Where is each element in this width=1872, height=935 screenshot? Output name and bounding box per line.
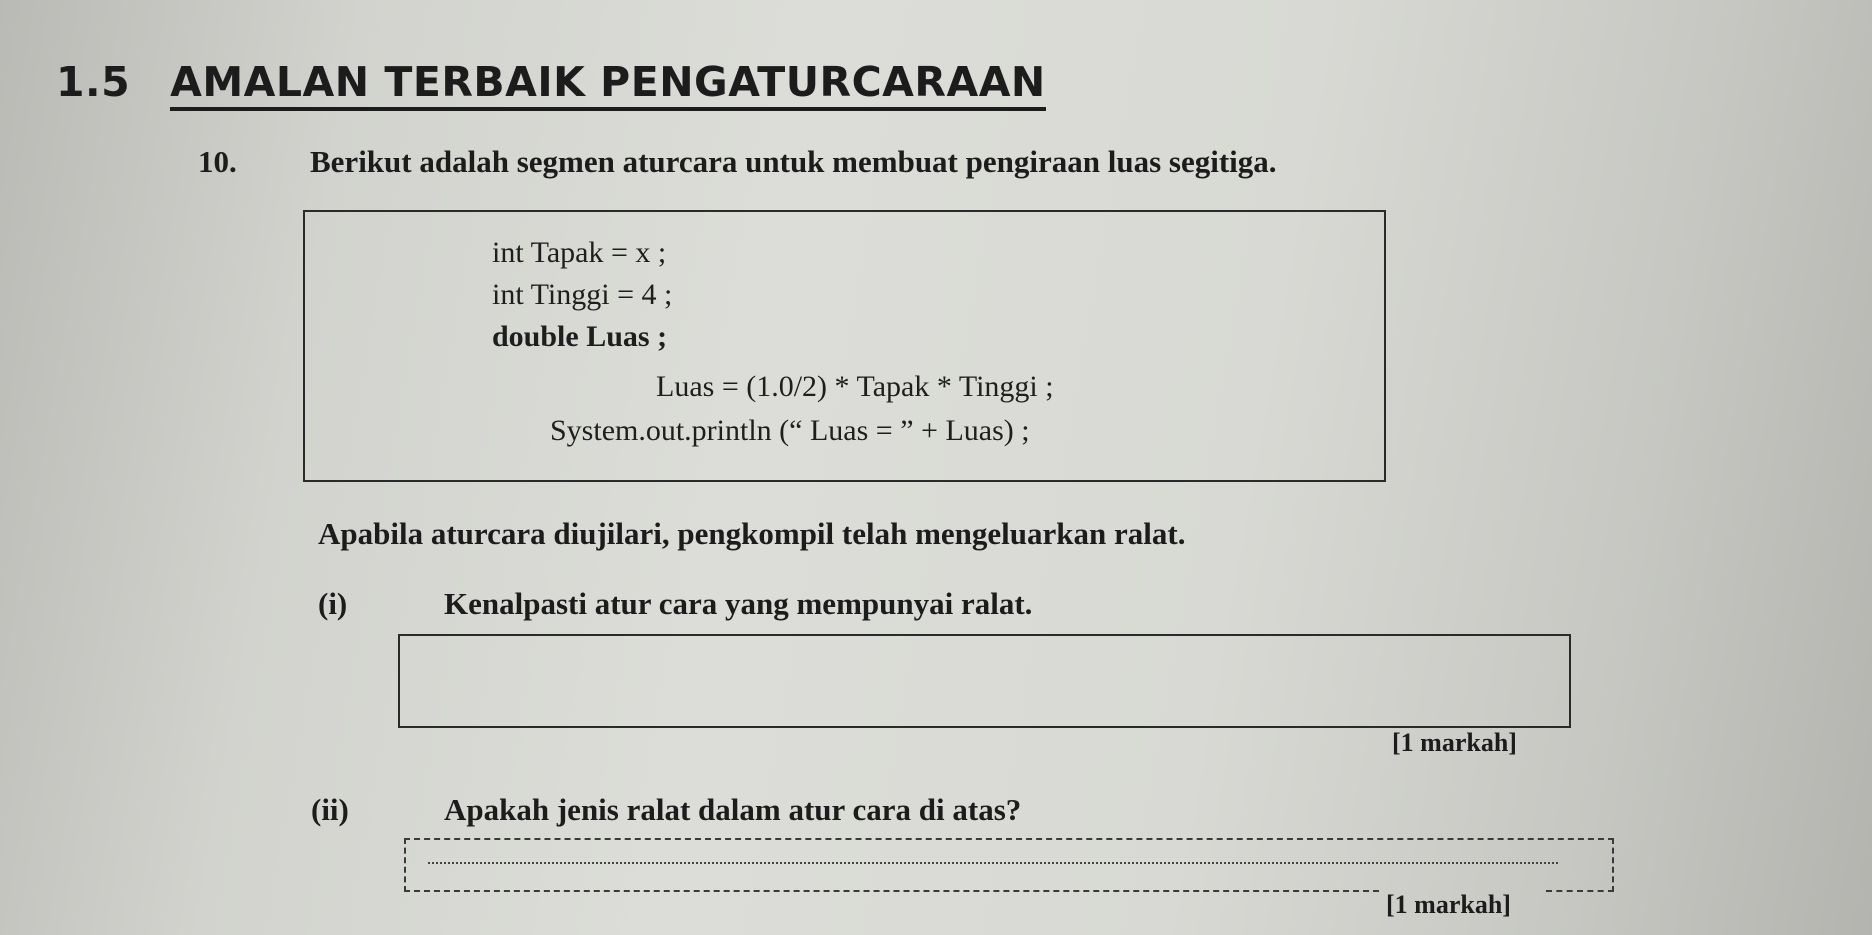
section-title: AMALAN TERBAIK PENGATURCARAAN [170,58,1046,111]
question-number: 10. [198,144,237,179]
marks-label: [1 markah] [1392,728,1517,757]
answer-box-border [1546,890,1614,892]
answer-box[interactable] [404,838,1614,892]
question-text: Berikut adalah segmen aturcara untuk membuat pengiraan luas segitiga. [310,144,1277,179]
section-number: 1.5 [56,58,131,106]
section-heading [56,58,1046,106]
sub-question-label: (ii) [311,792,349,827]
marks-label: [1 markah] [1386,890,1511,919]
answer-box[interactable] [398,634,1571,728]
answer-line [428,862,1558,864]
sub-question-text: Apakah jenis ralat dalam atur cara di atas? [444,792,1022,827]
answer-box-border [404,890,1379,892]
code-line: int Tinggi = 4 ; [492,278,673,311]
code-line: double Luas ; [492,320,668,353]
sub-question-label: (i) [318,586,348,621]
question-statement: Apabila aturcara diujilari, pengkompil telah mengeluarkan ralat. [318,516,1186,551]
code-line: System.out.println (“ Luas = ” + Luas) ; [550,414,1030,447]
sub-question-text: Kenalpasti atur cara yang mempunyai ralat. [444,586,1033,621]
code-line: int Tapak = x ; [492,236,667,269]
code-line: Luas = (1.0/2) * Tapak * Tinggi ; [656,370,1054,403]
